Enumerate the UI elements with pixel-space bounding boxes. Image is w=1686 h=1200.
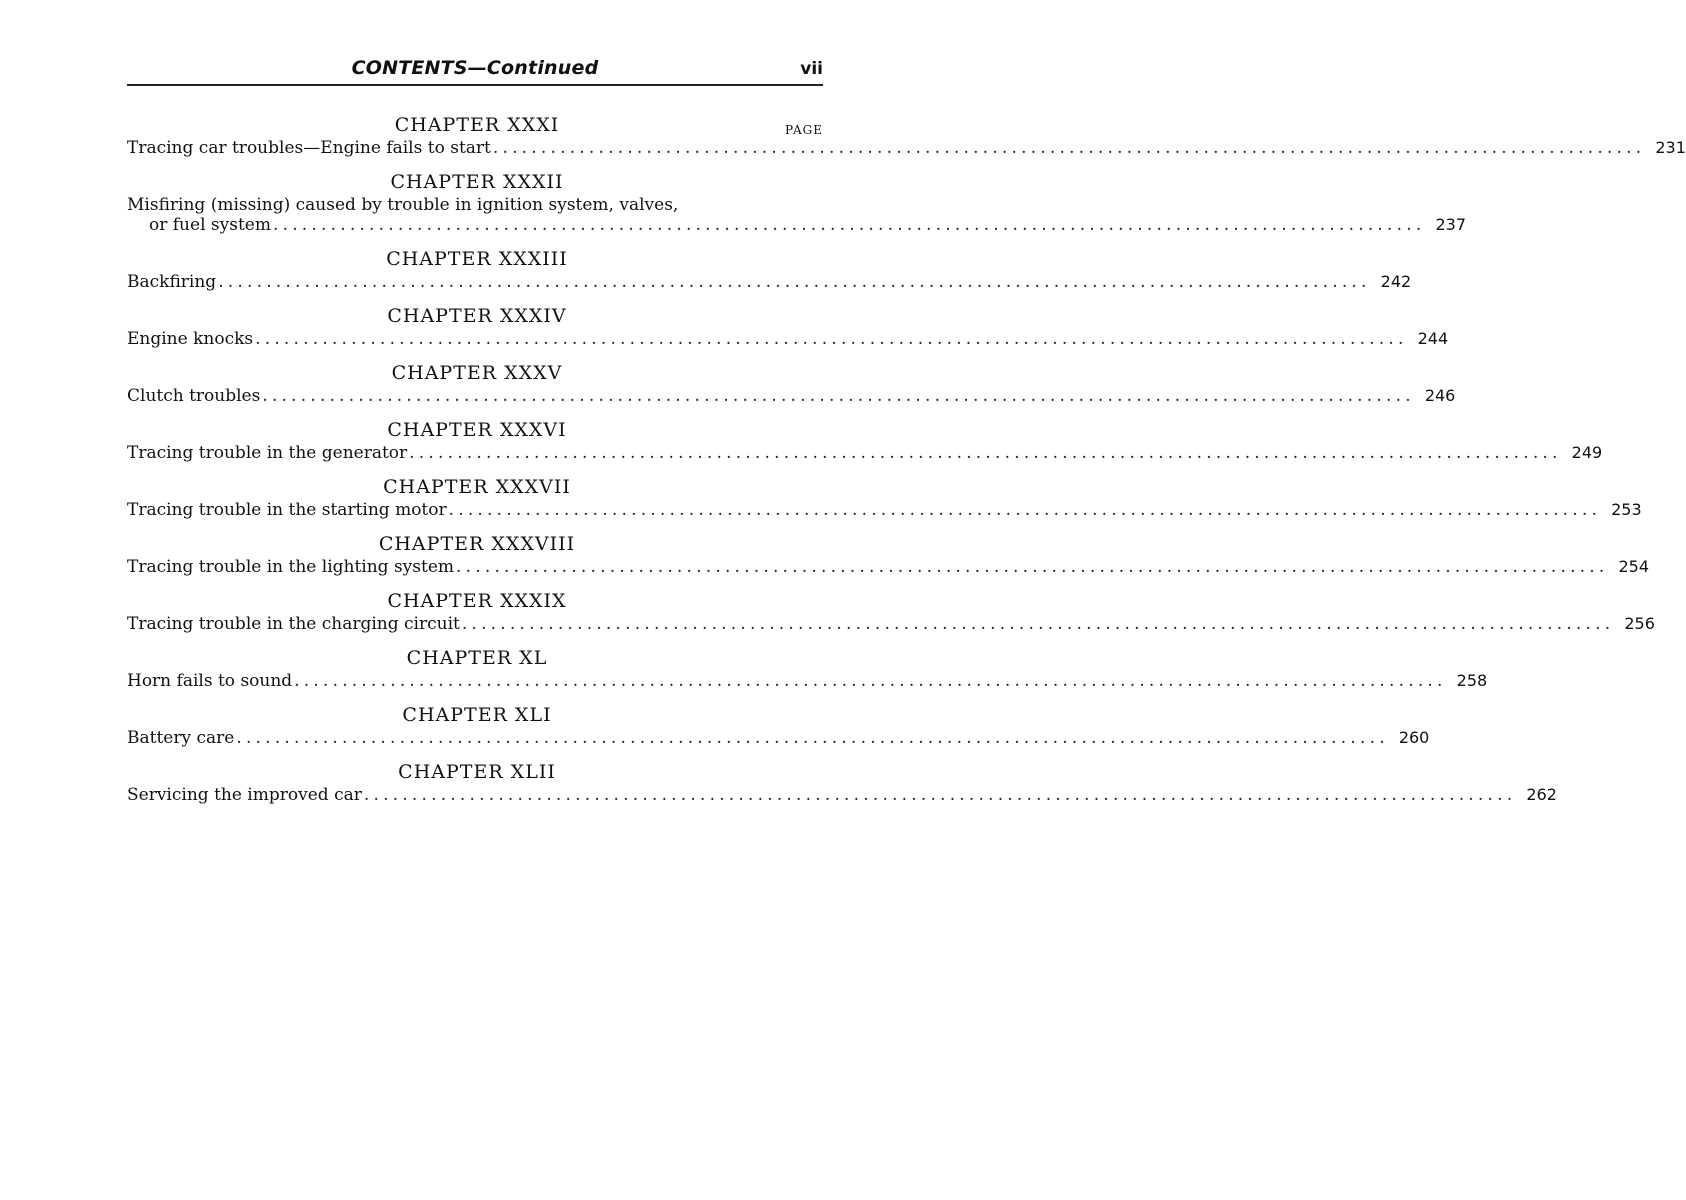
entry-row xyxy=(127,671,1488,691)
entry-row xyxy=(127,785,1557,805)
header-rule xyxy=(127,84,823,86)
table-of-contents xyxy=(127,112,1686,816)
toc-entry xyxy=(127,417,1603,463)
dot-leader: ........................................................................................................................ xyxy=(236,728,1389,748)
entry-title: Battery care xyxy=(127,728,235,748)
dot-leader: ........................................................................................................................ xyxy=(492,138,1646,158)
dot-leader: ........................................................................................................................ xyxy=(255,329,1408,349)
dot-leader: ........................................................................................................................ xyxy=(409,443,1562,463)
chapter-heading: CHAPTER XXXIII xyxy=(386,248,568,270)
entry-row xyxy=(127,138,1686,158)
entry-row xyxy=(127,614,1655,634)
toc-entry xyxy=(127,531,1650,577)
entry-page-number: 262 xyxy=(1526,785,1557,804)
entry-title: Tracing trouble in the starting motor xyxy=(127,500,447,520)
toc-entry xyxy=(127,588,1655,634)
entry-page-number: 246 xyxy=(1424,386,1456,405)
toc-entry xyxy=(127,303,1449,349)
chapter-heading: CHAPTER XL xyxy=(406,647,548,669)
entry-title: Backfiring xyxy=(127,272,217,292)
entry-row xyxy=(127,728,1430,748)
chapter-heading: CHAPTER XLII xyxy=(398,761,556,783)
entry-title: Engine knocks xyxy=(127,329,254,349)
page-column-label: PAGE xyxy=(785,123,823,137)
entry-row xyxy=(127,386,1456,406)
toc-entry xyxy=(127,169,1466,235)
toc-entry xyxy=(127,112,1686,158)
entry-page-number: 249 xyxy=(1571,443,1603,462)
entry-title: Tracing trouble in the charging circuit xyxy=(127,614,460,634)
dot-leader: ........................................................................................................................ xyxy=(294,671,1447,691)
dot-leader: ........................................................................................................................ xyxy=(363,785,1517,805)
chapter-heading: CHAPTER XXXII xyxy=(390,171,564,193)
dot-leader: ........................................................................................................................ xyxy=(262,386,1415,406)
chapter-heading: CHAPTER XXXVII xyxy=(383,476,571,498)
entry-row xyxy=(127,443,1603,463)
entry-page-number: 242 xyxy=(1380,272,1412,291)
entry-row xyxy=(127,329,1449,349)
entry-page-number: 253 xyxy=(1611,500,1642,519)
entry-page-number: 254 xyxy=(1618,557,1650,576)
entry-title: or fuel system xyxy=(149,215,271,235)
entry-page-number: 260 xyxy=(1398,728,1430,747)
entry-row xyxy=(127,557,1650,577)
running-header xyxy=(127,55,823,85)
toc-entry xyxy=(127,474,1642,520)
entry-title: Horn fails to sound xyxy=(127,671,293,691)
chapter-heading: CHAPTER XXXV xyxy=(391,362,563,384)
entry-page-number: 244 xyxy=(1417,329,1449,348)
entry-page-number: 258 xyxy=(1456,671,1488,690)
chapter-heading: CHAPTER XLI xyxy=(402,704,552,726)
entry-title: Servicing the improved car xyxy=(127,785,362,805)
dot-leader: ........................................................................................................................ xyxy=(272,215,1426,235)
dot-leader: ........................................................................................................................ xyxy=(218,272,1371,292)
toc-entry xyxy=(127,360,1456,406)
toc-entry xyxy=(127,645,1488,691)
running-header-title: CONTENTS—Continued xyxy=(351,57,599,79)
dot-leader: ........................................................................................................................ xyxy=(456,557,1609,577)
chapter-heading: CHAPTER XXXVIII xyxy=(378,533,576,555)
entry-row xyxy=(127,215,1466,235)
toc-entry xyxy=(127,246,1412,292)
dot-leader: ........................................................................................................................ xyxy=(461,614,1615,634)
entry-page-number: 237 xyxy=(1435,215,1466,234)
chapter-heading: CHAPTER XXXIV xyxy=(387,305,567,327)
dot-leader: ........................................................................................................................ xyxy=(448,500,1602,520)
page-number: vii xyxy=(800,59,823,79)
entry-page-number: 231 xyxy=(1655,138,1686,157)
entry-row xyxy=(127,500,1642,520)
chapter-heading: CHAPTER XXXIX xyxy=(387,590,567,612)
entry-title: Tracing car troubles—Engine fails to start xyxy=(127,138,491,158)
entry-title: Tracing trouble in the generator xyxy=(127,443,408,463)
chapter-heading: CHAPTER XXXI xyxy=(394,114,560,136)
entry-row xyxy=(127,272,1412,292)
entry-page-number: 256 xyxy=(1624,614,1655,633)
toc-entry xyxy=(127,759,1557,805)
entry-title: Tracing trouble in the lighting system xyxy=(127,557,455,577)
entry-title-line: Misfiring (missing) caused by trouble in ignition system, valves, xyxy=(127,195,679,215)
chapter-heading: CHAPTER XXXVI xyxy=(387,419,567,441)
entry-title: Clutch troubles xyxy=(127,386,261,406)
toc-entry xyxy=(127,702,1430,748)
